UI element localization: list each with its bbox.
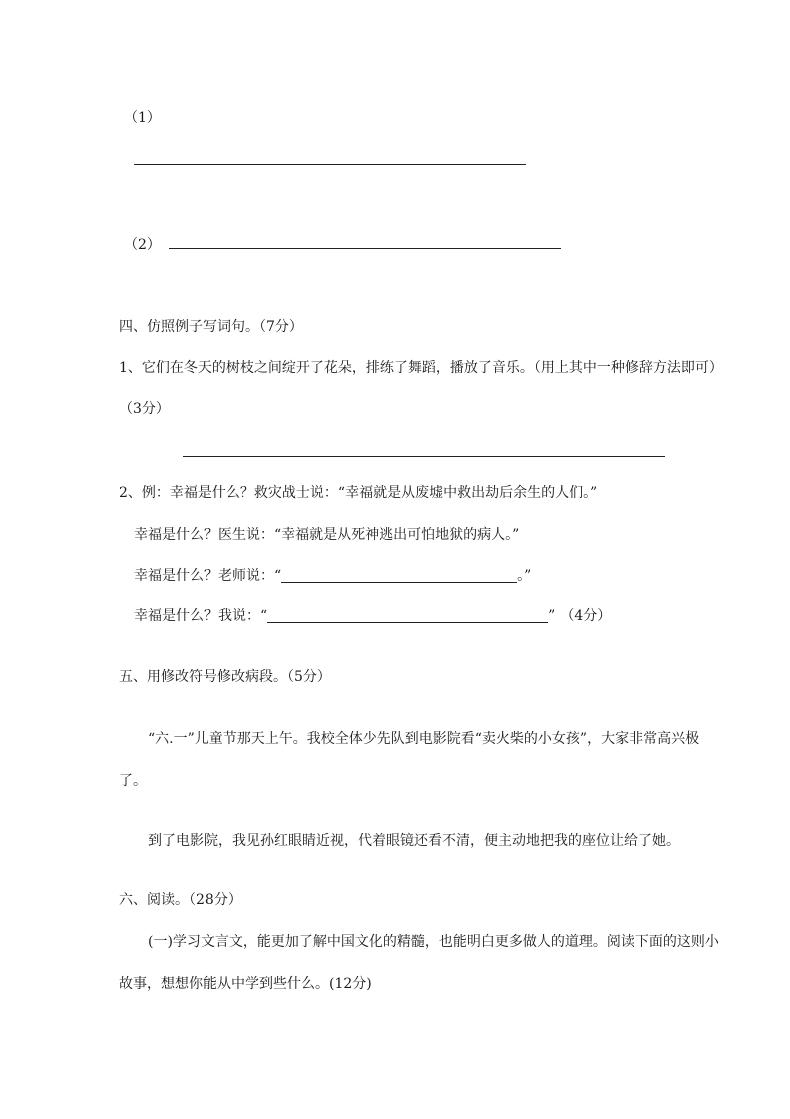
section4-q2-line2 [134,567,531,585]
section4-q1-text: 1、它们在冬天的树枝之间绽开了花朵，排练了舞蹈，播放了音乐。（用上其中一种修辞方法即可） [119,360,723,376]
q3-item1-answer-line[interactable] [134,164,526,165]
section5-heading: 五、用修改符号修改病段。（5分） [119,669,331,685]
section6-intro-line1: (一)学习文言文，能更加了解中国文化的精髓，也能明白更多做人的道理。阅读下面的这则小 [148,934,719,950]
section4-q1-score: （3分） [119,401,170,417]
section4-q1-answer-line[interactable] [183,456,665,457]
section5-para1-line1: “六.一”儿童节那天上午。我校全体少先队到电影院看“卖火柴的小女孩”，大家非常高兴极 [148,731,700,747]
section6-intro-line2: 故事，想想你能从中学到些什么。(12分) [119,976,372,992]
line3-score: （4分） [567,608,612,624]
line3-blank[interactable] [267,608,548,623]
line2-suffix: 。” [517,568,532,584]
line2-prefix: 幸福是什么？老师说：“ [134,568,282,584]
line3-prefix: 幸福是什么？我说：“ [134,608,268,624]
section4-q2-example: 2、例：幸福是什么？救灾战士说：“幸福就是从废墟中救出劫后余生的人们。” [119,485,598,501]
q3-item2-label: （2） [124,237,161,253]
section4-heading: 四、仿照例子写词句。（7分） [119,319,303,335]
section4-q2-line3 [134,607,611,625]
q3-item2-answer-line[interactable] [169,248,561,249]
section5-para2: 到了电影院，我见孙红眼睛近视，代着眼镜还看不清，便主动地把我的座位让给了她。 [148,833,680,849]
section4-q2-line1: 幸福是什么？医生说：“幸福就是从死神逃出可怕地狱的病人。” [134,527,520,543]
section6-heading: 六、阅读。（28分） [119,892,242,908]
section5-para1-line2: 了。 [119,773,147,789]
q3-item1-label: （1） [124,110,161,126]
line3-suffix: ” [548,608,556,624]
line2-blank[interactable] [281,568,517,583]
